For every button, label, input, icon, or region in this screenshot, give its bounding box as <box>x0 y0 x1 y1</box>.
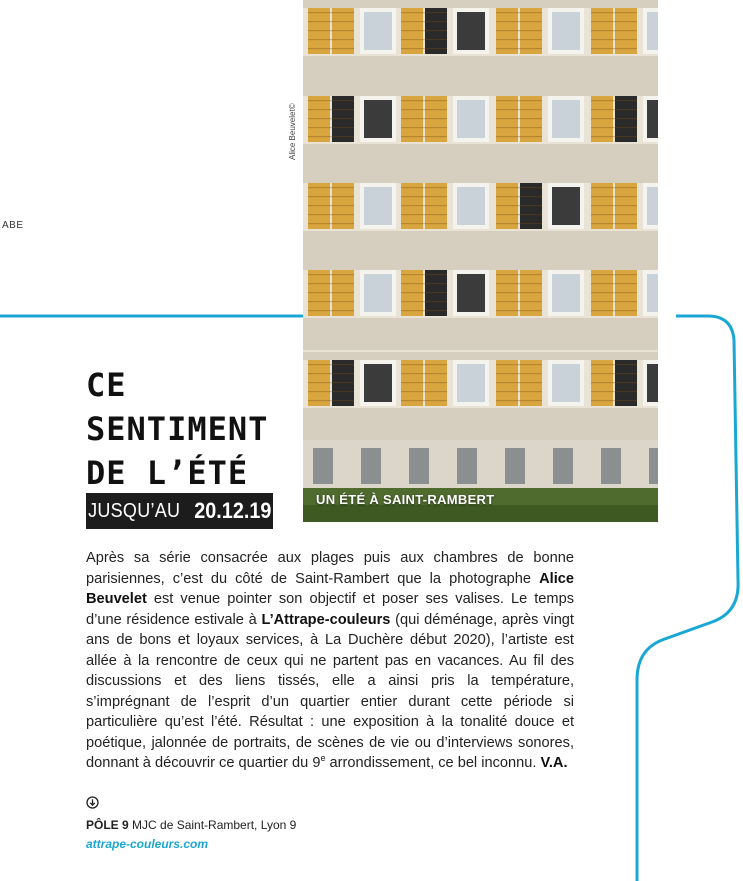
shutter-slat <box>401 301 447 302</box>
shutter-slat <box>496 118 542 119</box>
grass-shadow <box>303 505 658 522</box>
date-prefix: JUSQU’AU <box>88 499 181 522</box>
shutter-slat <box>591 301 637 302</box>
shutter-slat <box>591 39 637 40</box>
shutter-slat <box>401 12 447 13</box>
shutter-slat <box>401 274 447 275</box>
building-photo <box>303 0 658 522</box>
info-arrow-icon <box>86 796 99 809</box>
window-glass <box>552 12 580 50</box>
shutter-slat <box>591 292 637 293</box>
floor-band <box>303 231 658 263</box>
title-line-1: CE <box>86 366 127 404</box>
window-glass <box>457 12 485 50</box>
shutter-slat <box>496 214 542 215</box>
shutter-slat <box>591 310 637 311</box>
shutter-slat <box>401 223 447 224</box>
shutter-slat <box>308 12 354 13</box>
shutter-slat <box>591 205 637 206</box>
shutter-slat <box>401 214 447 215</box>
floor-band <box>303 0 658 8</box>
shutter-slat <box>401 400 447 401</box>
ground-window <box>409 448 429 484</box>
shutter-slat <box>308 136 354 137</box>
shutter-slat <box>591 136 637 137</box>
window-glass <box>364 12 392 50</box>
shutter-slat <box>401 187 447 188</box>
window-glass <box>647 274 658 312</box>
shutter-slat <box>591 391 637 392</box>
window-glass <box>457 187 485 225</box>
shutter-slat <box>401 310 447 311</box>
shutter-slat <box>308 39 354 40</box>
shutter-slat <box>591 373 637 374</box>
floor-band <box>303 175 658 183</box>
shutter-slat <box>496 109 542 110</box>
organisation-name: L’Attrape-couleurs <box>261 611 391 628</box>
shutter-slat <box>401 39 447 40</box>
venue-info <box>86 818 296 832</box>
shutter-slat <box>496 48 542 49</box>
window-glass <box>552 274 580 312</box>
shutter-slat <box>401 21 447 22</box>
shutter-slat <box>591 21 637 22</box>
shutter-slat <box>308 310 354 311</box>
shutter-slat <box>308 301 354 302</box>
shutter-slat <box>496 391 542 392</box>
shutter-slat <box>308 21 354 22</box>
shutter-slat <box>401 391 447 392</box>
website-link[interactable]: attrape-couleurs.com <box>86 837 209 851</box>
shutter-slat <box>496 364 542 365</box>
window-glass <box>457 364 485 402</box>
photo-caption: UN ÉTÉ À SAINT-RAMBERT <box>316 492 495 507</box>
title-line-3: DE L’ÉTÉ <box>86 454 249 492</box>
shutter-slat <box>308 400 354 401</box>
building-facade-image <box>303 0 658 522</box>
shutter-slat <box>308 118 354 119</box>
shutter-slat <box>308 391 354 392</box>
shutter-slat <box>308 274 354 275</box>
shutter-slat <box>591 12 637 13</box>
shutter-slat <box>496 400 542 401</box>
shutter-slat <box>496 292 542 293</box>
shutter-slat <box>496 223 542 224</box>
shutter-slat <box>591 100 637 101</box>
shutter-slat <box>496 30 542 31</box>
author-initials: V.A. <box>540 755 568 771</box>
shutter-slat <box>496 310 542 311</box>
window-glass <box>552 187 580 225</box>
window-glass <box>647 12 658 50</box>
shutter-slat <box>308 292 354 293</box>
window-glass <box>552 100 580 138</box>
shutter-slat <box>308 100 354 101</box>
window-glass <box>457 274 485 312</box>
shutter-slat <box>591 109 637 110</box>
shutter-slat <box>496 100 542 101</box>
shutter-slat <box>401 364 447 365</box>
shutter-slat <box>591 187 637 188</box>
window-glass <box>457 100 485 138</box>
ground-window <box>457 448 477 484</box>
photo-credit: Alice Beuvelet© <box>288 103 297 160</box>
shutter-slat <box>591 127 637 128</box>
window-glass <box>647 364 658 402</box>
shutter-slat <box>308 214 354 215</box>
window-glass <box>364 187 392 225</box>
venue-name: PÔLE 9 <box>86 818 129 832</box>
article-title <box>86 363 301 495</box>
shutter-slat <box>591 364 637 365</box>
floor-band <box>303 318 658 350</box>
cropped-edge-text: ABE <box>2 220 24 231</box>
window-glass <box>647 100 658 138</box>
shutter-slat <box>308 109 354 110</box>
shutter-slat <box>401 283 447 284</box>
window-glass <box>364 100 392 138</box>
title-line-2: SENTIMENT <box>86 410 269 448</box>
ground-window <box>601 448 621 484</box>
date-badge <box>86 493 273 529</box>
shutter-slat <box>591 274 637 275</box>
shutter-slat <box>308 223 354 224</box>
floor-band <box>303 56 658 88</box>
ground-window <box>505 448 525 484</box>
shutter-slat <box>496 283 542 284</box>
shutter-slat <box>308 382 354 383</box>
ground-window <box>313 448 333 484</box>
shutter-slat <box>401 100 447 101</box>
shutter-slat <box>591 223 637 224</box>
shutter-slat <box>401 292 447 293</box>
shutter-slat <box>496 39 542 40</box>
shutter-slat <box>401 30 447 31</box>
ground-window <box>649 448 658 484</box>
shutter-slat <box>401 109 447 110</box>
shutter-slat <box>308 48 354 49</box>
artist-name: Alice Beuvelet <box>86 570 574 607</box>
venue-address: MJC de Saint-Rambert, Lyon 9 <box>128 818 297 832</box>
shutter-slat <box>496 196 542 197</box>
shutter-slat <box>308 283 354 284</box>
shutter-slat <box>496 12 542 13</box>
floor-band <box>303 144 658 176</box>
shutter-slat <box>401 196 447 197</box>
shutter-slat <box>496 301 542 302</box>
shutter-slat <box>496 21 542 22</box>
shutter-slat <box>591 48 637 49</box>
window-glass <box>647 187 658 225</box>
shutter-slat <box>496 187 542 188</box>
shutter-slat <box>496 373 542 374</box>
shutter-slat <box>401 118 447 119</box>
shutter-slat <box>401 382 447 383</box>
shutter-slat <box>308 373 354 374</box>
shutter-slat <box>496 136 542 137</box>
shutter-slat <box>401 48 447 49</box>
shutter-slat <box>496 274 542 275</box>
shutter-slat <box>496 205 542 206</box>
shutter-slat <box>308 30 354 31</box>
ground-window <box>361 448 381 484</box>
floor-band <box>303 88 658 96</box>
shutter-slat <box>308 364 354 365</box>
window-glass <box>552 364 580 402</box>
window-glass <box>364 364 392 402</box>
shutter-slat <box>496 382 542 383</box>
shutter-slat <box>401 373 447 374</box>
floor-band <box>303 262 658 270</box>
floor-band <box>303 352 658 360</box>
shutter-slat <box>401 136 447 137</box>
shutter-slat <box>401 205 447 206</box>
shutter-slat <box>591 382 637 383</box>
shutter-slat <box>308 127 354 128</box>
shutter-slat <box>308 187 354 188</box>
shutter-slat <box>591 30 637 31</box>
shutter-slat <box>591 400 637 401</box>
shutter-slat <box>591 196 637 197</box>
shutter-slat <box>591 214 637 215</box>
shutter-slat <box>401 127 447 128</box>
article-body: Après sa série consacrée aux plages puis aux chambres de bonne parisiennes, c’est du côté de Saint-Rambert que la photographe Alice Beuvelet est venue pointer son objectif et poser ses valises. Le temps d’une résidence estivale à L’Attrape-couleurs (qui déménage, après vingt ans de bons et loyaux services, à La Duchère début 2020), l’artiste est allée à la rencontre de ceux qui ne partent pas en vacances. Au fil des discussions et des liens tissés, elle a ainsi pris la température, s’imprégnant de l’esprit d’un quartier entier durant cette période si particulière qu’est l’été. Résultat : une exposition à la tonalité douce et poétique, jalonnée de portraits, de scènes de vie ou d’interviews sonores, donnant à découvrir ce quartier du 9e arrondissement, ce bel inconnu. V.A. <box>86 550 574 771</box>
shutter-slat <box>591 118 637 119</box>
date-value: 20.12.19 <box>194 498 272 523</box>
window-glass <box>364 274 392 312</box>
shutter-slat <box>308 196 354 197</box>
shutter-slat <box>496 127 542 128</box>
ground-window <box>553 448 573 484</box>
shutter-slat <box>308 205 354 206</box>
floor-band <box>303 408 658 440</box>
shutter-slat <box>591 283 637 284</box>
